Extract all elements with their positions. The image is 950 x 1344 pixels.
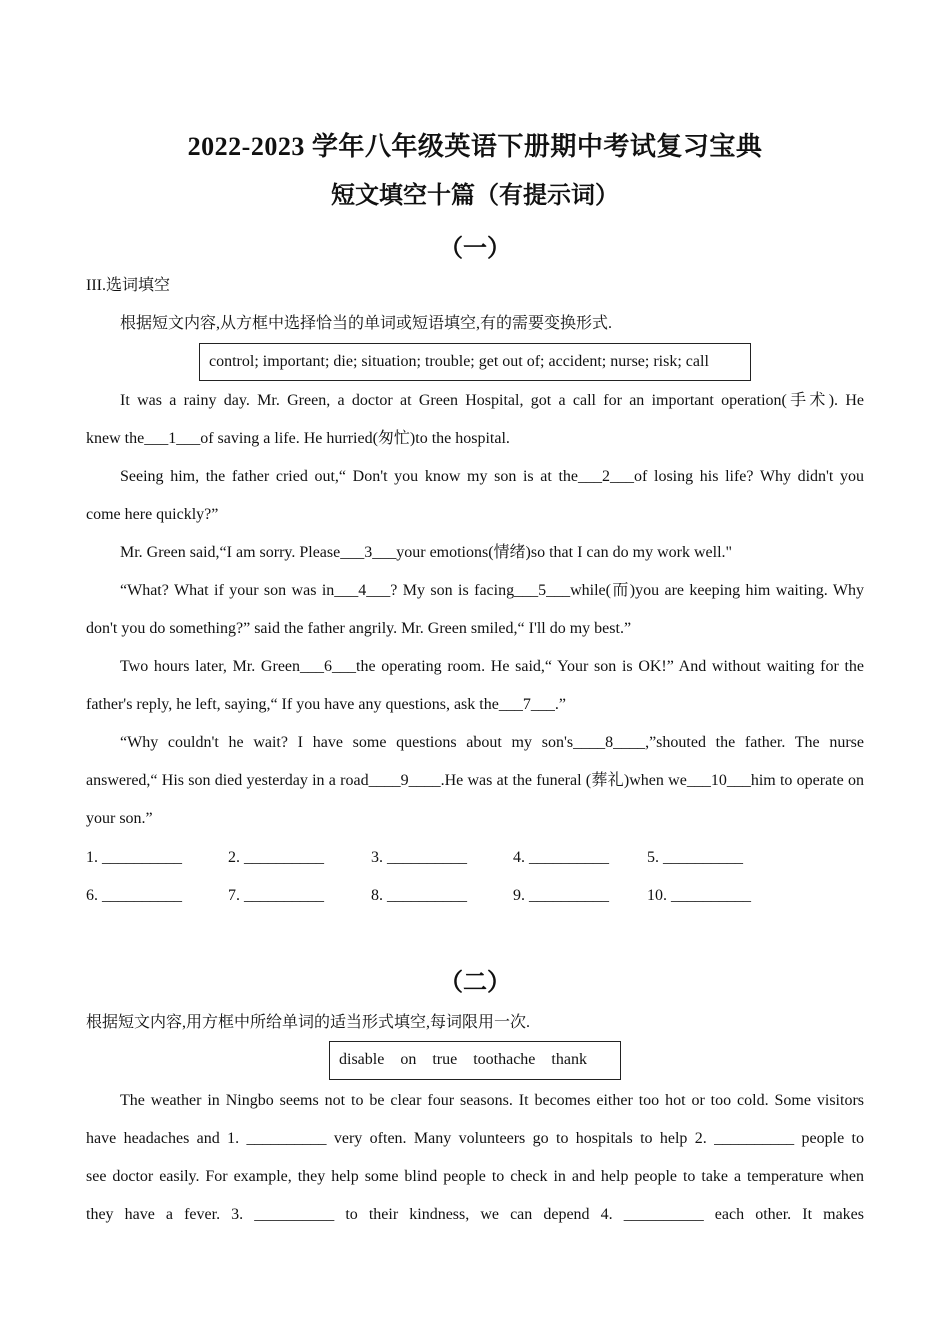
answer-blank[interactable]: 7. __________: [228, 887, 324, 904]
passage-1-line: come here quickly?”: [86, 506, 219, 523]
passage-2-line: see doctor easily. For example, they help some blind people to check in and help people to take a temperature when: [86, 1168, 864, 1185]
answer-blank[interactable]: 5. __________: [647, 849, 743, 866]
answer-blank[interactable]: 10. __________: [647, 887, 751, 904]
blank-1: ___1___: [144, 430, 201, 447]
blank-3: ___3___: [340, 544, 397, 561]
answer-blank[interactable]: 2. __________: [228, 849, 324, 866]
passage-1-line: answered,“ His son died yesterday in a road____9____.He was at the funeral (葬礼)when we___10___him to operate on: [86, 772, 864, 789]
document-title: 2022-2023 学年八年级英语下册期中考试复习宝典: [187, 132, 763, 161]
blank-10: ___10___: [686, 772, 751, 789]
blank-4: ___4___: [334, 582, 391, 599]
passage-1-line: knew the___1___of saving a life. He hurried(匆忙)to the hospital.: [86, 430, 510, 447]
answer-blank[interactable]: 4. __________: [513, 849, 609, 866]
blank-7: ___7___: [498, 696, 555, 713]
answer-blank[interactable]: 9. __________: [513, 887, 609, 904]
section-2-number: （二）: [439, 970, 511, 996]
answer-blank[interactable]: 1. __________: [86, 849, 182, 866]
answer-blank[interactable]: 8. __________: [371, 887, 467, 904]
blank-8: ____8____: [573, 734, 646, 751]
blank-5: ___5___: [514, 582, 571, 599]
answer-blank[interactable]: 3. __________: [371, 849, 467, 866]
passage-1-line: It was a rainy day. Mr. Green, a doctor at Green Hospital, got a call for an important operation(手术). He: [120, 392, 864, 409]
blank-2: ___2___: [578, 468, 635, 485]
passage-1-line: Two hours later, Mr. Green___6___the operating room. He said,“ Your son is OK!” And without waiting for the: [120, 658, 865, 675]
passage-2-line: The weather in Ningbo seems not to be clear four seasons. It becomes either too hot or too cold. Some visitors: [120, 1092, 864, 1109]
document-subtitle: 短文填空十篇（有提示词）: [331, 183, 619, 209]
answer-blank[interactable]: 6. __________: [86, 887, 182, 904]
section-2-instruction: 根据短文内容,用方框中所给单词的适当形式填空,每词限用一次.: [86, 1014, 531, 1031]
section-1-number: （一）: [439, 236, 511, 262]
passage-1-line: don't you do something?” said the father angrily. Mr. Green smiled,“ I'll do my best.”: [86, 620, 632, 637]
word-box-2: disable on true toothache thank: [329, 1041, 621, 1080]
blank-9: ____9____: [368, 772, 441, 789]
passage-1-line: your son.”: [86, 810, 153, 827]
word-box-1: control; important; die; situation; trouble; get out of; accident; nurse; risk; call: [199, 343, 751, 381]
blank-6: ___6___: [300, 658, 357, 675]
passage-1-line: father's reply, he left, saying,“ If you have any questions, ask the___7___.”: [86, 696, 566, 713]
passage-1-line: Seeing him, the father cried out,“ Don't you know my son is at the___2___of losing his life? Why didn't you: [120, 468, 865, 485]
passage-1-line: “Why couldn't he wait? I have some questions about my son's____8____,”shouted the father. The nurse: [120, 734, 865, 751]
passage-1-line: “What? What if your son was in___4___? My son is facing___5___while(而)you are keeping him waiting. Why: [120, 582, 864, 599]
passage-2-line: they have a fever. 3. __________ to their kindness, we can depend 4. __________ each other. It makes: [86, 1206, 864, 1223]
section-1-instruction: 根据短文内容,从方框中选择恰当的单词或短语填空,有的需要变换形式.: [120, 315, 613, 332]
section-1-heading: III.选词填空: [86, 277, 170, 294]
passage-2-line: have headaches and 1. __________ very often. Many volunteers go to hospitals to help 2. __________ people to: [86, 1130, 864, 1147]
passage-1-line: Mr. Green said,“I am sorry. Please___3___your emotions(情绪)so that I can do my work well.": [120, 544, 733, 561]
